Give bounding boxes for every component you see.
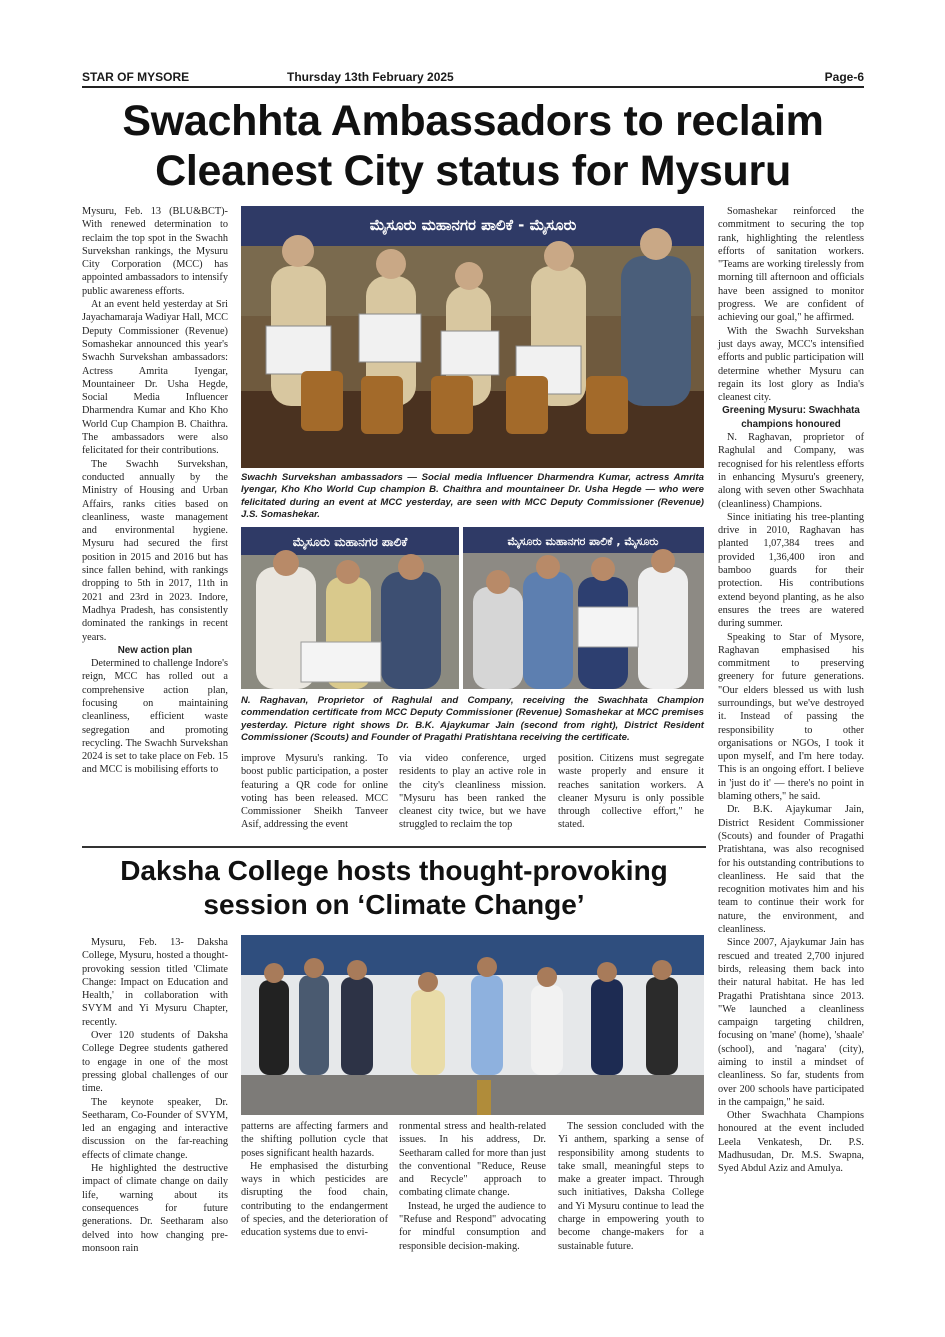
paragraph: The keynote speaker, Dr. Seetharam, Co-Founder of SVYM, led an engaging and interactive discussion on the far-reaching effects of climate change. [82, 1096, 228, 1161]
story2-column-3 [399, 1120, 546, 1253]
paragraph: Other Swachhata Champions honoured at the event included Leela Venkatesh, Dr. P.S. Madhusudan, Dr. M.S. Swapna, Syed Abdul Aziz and Amulya. [718, 1110, 864, 1175]
paragraph: position. Citizens must segregate waste properly and ensure it reaches sanitation workers. A cleaner Mysuru is only possible through collective effort," he stated. [558, 753, 704, 831]
paragraph: The session concluded with the Yi anthem, sparking a sense of responsibility among students to take small, meaningful steps to make a greater impact. Through such initiatives, Daksha College and Yi Mysuru continue to lead the charge in empowering youth to become change-makers for a sustainable future. [558, 1121, 704, 1252]
champions-photo-caption: N. Raghavan, Proprietor of Raghulal and Company, receiving the Swachhata Champion commendation certificate from MCC Deputy Commissioner (Revenue) Somashekar at MCC premises yesterday. Picture right shows Dr. B.K. Ajaykumar Jain (second from right), District Resident Commissioner (Scouts) and Founder of Pragathi Pratishtana receiving the certificate. [241, 695, 704, 743]
ajaykumar-jain-photo [463, 527, 704, 689]
paragraph: ronmental stress and health-related issues. In his address, Dr. Seetharam called for more than just the conventional "Reduce, Reuse and Recycle" approach to combating climate change. [399, 1121, 546, 1199]
subheading: New action plan [117, 644, 193, 656]
story1-headline [82, 96, 864, 196]
photo-banner-text: ಮೈಸೂರು ಮಹಾನಗರ ಪಾಲಿಕೆ , ಮೈಸೂರು [507, 535, 659, 548]
story2-column-4 [558, 1120, 704, 1253]
paragraph: Over 120 students of Daksha College Degree students gathered to engage in one of the most pressing global challenges of our time. [82, 1030, 228, 1095]
story2-column-1 [82, 936, 228, 1255]
paragraph: via video conference, urged residents to play an active role in the city's cleanliness mission. "Mysuru has been ranked the cleanest city twice, but we have struggled to reclaim the top [399, 753, 546, 831]
paragraph: improve Mysuru's ranking. To boost public participation, a poster featuring a QR code for online voting has been released. MCC Commissioner Sheikh Tanveer Asif, addressing the event [241, 753, 388, 831]
issue-date: Thursday 13th February 2025 [287, 70, 454, 84]
paragraph: Mysuru, Feb. 13 (BLU&BCT)- With renewed determination to reclaim the top spot in the Swachh Survekshan rankings, the Mysuru City Corporation (MCC) has appointed ambassadors to intensify public awareness efforts. [82, 206, 228, 297]
paragraph: He emphasised the disturbing ways in which pesticides are disrupting the food chain, contributing to the endangerment of species, and the deterioration of education systems due to envi- [241, 1160, 388, 1239]
paragraph: The Swachh Survekshan, conducted annually by the Ministry of Housing and Urban Affairs, ranks cities based on cleanliness, waste management and environmental hygiene. Mysuru had secured the first position in 2015 and 2016 but has since fallen behind, with rankings dropping to 5th in 2017, 11th in 2021 and 23rd in 2023. Indore, Madhya Pradesh, has consistently dominated the rankings in recent years. [82, 458, 228, 643]
paragraph: Instead, he urged the audience to "Refuse and Respond" advocating for mindful consumption and responsible decision-making. [399, 1200, 546, 1252]
story1-right-column [718, 205, 864, 1176]
page-number: Page-6 [824, 70, 864, 84]
story1-column-3 [399, 752, 546, 832]
story-divider [82, 846, 706, 848]
story1-headline-line2: Cleanest City status for Mysuru [155, 147, 791, 195]
paragraph: At an event held yesterday at Sri Jayachamaraja Wadiyar Hall, MCC Deputy Commissioner (Revenue) Somashekar announced this year's Swachh Survekshan ambassadors: Actress Amrita Iyengar, Mountaineer Dr. Usha Hegde, Social Media Influencer Dharmendra Kumar and Kho Kho World Cup Champion B. Chaithra. The ambassadors were also felicitated for their contributions. [82, 299, 228, 457]
paragraph: Dr. B.K. Ajaykumar Jain, District Resident Commissioner (Scouts) and founder of Pragathi Pratishtana, was also recognised for his outstanding contributions to cleanliness. He said that the recognition motivates him and his team to continue their work for nature, the environment, and cleanliness. [718, 804, 864, 936]
photo-banner-text: ಮೈಸೂರು ಮಹಾನಗರ ಪಾಲಿಕೆ - ಮೈಸೂರು [369, 216, 577, 234]
publication-name: STAR OF MYSORE [82, 70, 190, 84]
story2-headline-line1: Daksha College hosts thought-provoking [120, 855, 668, 886]
masthead [82, 70, 864, 88]
story1-headline-line1: Swachhta Ambassadors to reclaim [122, 97, 824, 145]
story2-headline-line2: session on ‘Climate Change’ [203, 889, 585, 920]
raghavan-photo [241, 527, 459, 689]
story1-column-4 [558, 752, 704, 832]
ambassadors-photo [241, 206, 704, 468]
ambassadors-photo-caption: Swachh Survekshan ambassadors — Social media Influencer Dharmendra Kumar, actress Amrita Iyengar, Kho Kho World Cup champion B. Chaithra and mountaineer Dr. Usha Hegde — who were felicitated during an event at MCC yesterday, are seen with MCC Deputy Commissioner (Revenue) J.S. Somashekar. [241, 472, 704, 520]
subheading: champions honoured [741, 418, 841, 430]
paragraph: N. Raghavan, proprietor of Raghulal and Company, was recognised for his relentless efforts in enhancing Mysuru's greenery, along with seven other Swachhata (cleanliness) Champions. [718, 432, 864, 510]
paragraph: Speaking to Star of Mysore, Raghavan emphasised his commitment to preserving greenery for future generations. "Our elders blessed us with lush surroundings, but we've destroyed it. Instead of passing the responsibility to other organisations or NGOs, I took it upon myself, and I'm here today. This is an ongoing effort. I believe in 'just do it' — there's no point in blaming others," he said. [718, 631, 864, 803]
paragraph: He highlighted the destructive impact of climate change on daily life, warning about its consequences for future generations. Dr. Seetharam also delved into how changing pre-monsoon rain [82, 1163, 228, 1254]
daksha-college-group-photo [241, 935, 704, 1115]
paragraph: Determined to challenge Indore's reign, MCC has rolled out a comprehensive action plan, focusing on maintaining cleanliness, efficient waste segregation and promoting recycling. The Swachh Survekshan 2024 is set to take place on Feb. 15 and MCC is mobilising efforts to [82, 658, 228, 776]
story1-column-1 [82, 205, 228, 777]
paragraph: With the Swachh Survekshan just days away, MCC's intensified efforts and public participation will determine whether Mysuru can regain its lost glory as India's cleanest city. [718, 325, 864, 404]
story2-column-2 [241, 1120, 388, 1240]
subheading: Greening Mysuru: Swachhata [722, 405, 860, 417]
photo-banner-text: ಮೈಸೂರು ಮಹಾನಗರ ಪಾಲಿಕೆ [292, 535, 408, 549]
paragraph: Somashekar reinforced the commitment to securing the top rank, highlighting the relentless efforts of sanitation workers. "Teams are working tirelessly from morning till afternoon and officials have been assigned to monitor progress. We are confident of achieving our goal," he affirmed. [718, 206, 864, 324]
paragraph: patterns are affecting farmers and the shifting pollution cycle that poses significant health hazards. [241, 1121, 388, 1159]
story2-headline [82, 854, 706, 922]
paragraph: Since initiating his tree-planting drive in 2010, Raghavan has planted 1,07,384 trees and provided 1,36,400 iron and bamboo guards for their protection. His contributions extend beyond planting, as he also ensures the trees are watered during summer. [718, 511, 864, 630]
paragraph: Mysuru, Feb. 13- Daksha College, Mysuru, hosted a thought-provoking session titled 'Climate Change: Impact on Education and Health,' in collaboration with SVYM and Yi Mysuru Chapter, recently. [82, 937, 228, 1028]
paragraph: Since 2007, Ajaykumar Jain has rescued and treated 2,700 injured birds, releasing them back into their natural habitat. He has led Pragathi Pratishtana since 2013. "We launched a cleanliness campaign targeting children, focusing on 'mane' (home), 'shaale' (school), and 'nagara' (city), aiming to instil a mindset of cleanliness. So far, students from over 200 schools have participated in the campaign," he said. [718, 937, 864, 1108]
story1-column-2 [241, 752, 388, 832]
